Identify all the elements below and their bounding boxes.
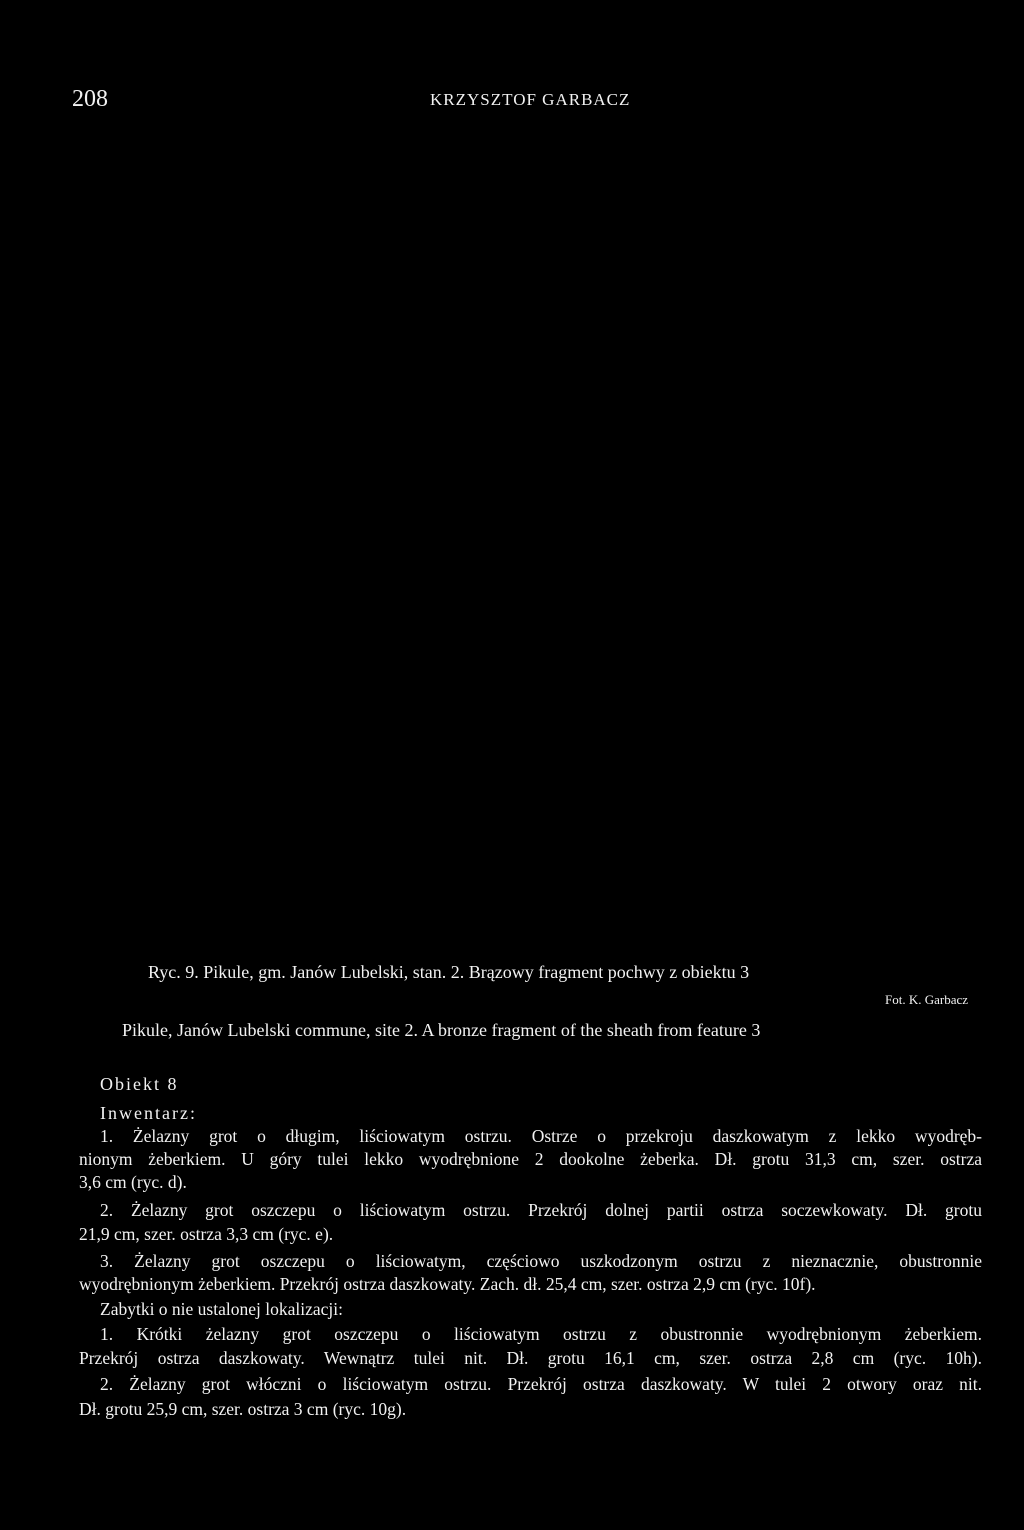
inventory-item-3-line-2: wyodrębnionym żeberkiem. Przekrój ostrza daszkowaty. Zach. dł. 25,4 cm, szer. ostrza 2,9 cm (ryc. 10f).	[79, 1274, 816, 1294]
unlocated-item-2-line-1: 2. Żelazny grot włóczni o liściowatym ostrzu. Przekrój ostrza daszkowaty. W tulei 2 otwory oraz nit.	[100, 1374, 982, 1394]
inventory-item-2-line-2: 21,9 cm, szer. ostrza 3,3 cm (ryc. e).	[79, 1224, 334, 1244]
page-number: 208	[72, 86, 108, 112]
figure-caption-polish: Ryc. 9. Pikule, gm. Janów Lubelski, stan. 2. Brązowy fragment pochwy z obiektu 3	[148, 962, 750, 982]
inventory-item-3-line-1: 3. Żelazny grot oszczepu o liściowatym, częściowo uszkodzonym ostrzu z nieznacznie, obustronnie	[100, 1251, 982, 1271]
feature-title: Obiekt 8	[100, 1074, 179, 1094]
inventory-label: Inwentarz:	[100, 1103, 197, 1123]
unlocated-label: Zabytki o nie ustalonej lokalizacji:	[100, 1299, 343, 1319]
inventory-item-2-line-1: 2. Żelazny grot oszczepu o liściowatym ostrzu. Przekrój dolnej partii ostrza soczewkowaty. Dł. grotu	[100, 1200, 982, 1220]
photo-credit: Fot. K. Garbacz	[885, 992, 969, 1007]
inventory-item-1-line-1: 1. Żelazny grot o długim, liściowatym ostrzu. Ostrze o przekroju daszkowatym z lekko wyodręb-	[100, 1126, 982, 1146]
figure-photo-area	[60, 130, 964, 930]
unlocated-item-1-line-1: 1. Krótki żelazny grot oszczepu o liściowatym ostrzu z obustronnie wyodrębnionym żeberkiem.	[100, 1324, 982, 1344]
unlocated-item-2-line-2: Dł. grotu 25,9 cm, szer. ostrza 3 cm (ryc. 10g).	[79, 1399, 407, 1419]
figure-caption-english: Pikule, Janów Lubelski commune, site 2. A bronze fragment of the sheath from feature 3	[122, 1020, 761, 1040]
running-title: KRZYSZTOF GARBACZ	[430, 90, 631, 109]
unlocated-item-1-line-2: Przekrój ostrza daszkowaty. Wewnątrz tulei nit. Dł. grotu 16,1 cm, szer. ostrza 2,8 cm (ryc. 10h).	[79, 1348, 982, 1368]
inventory-item-1-line-3: 3,6 cm (ryc. d).	[79, 1172, 187, 1192]
inventory-item-1-line-2: nionym żeberkiem. U góry tulei lekko wyodrębnione 2 dookolne żeberka. Dł. grotu 31,3 cm, szer. ostrza	[79, 1149, 982, 1169]
